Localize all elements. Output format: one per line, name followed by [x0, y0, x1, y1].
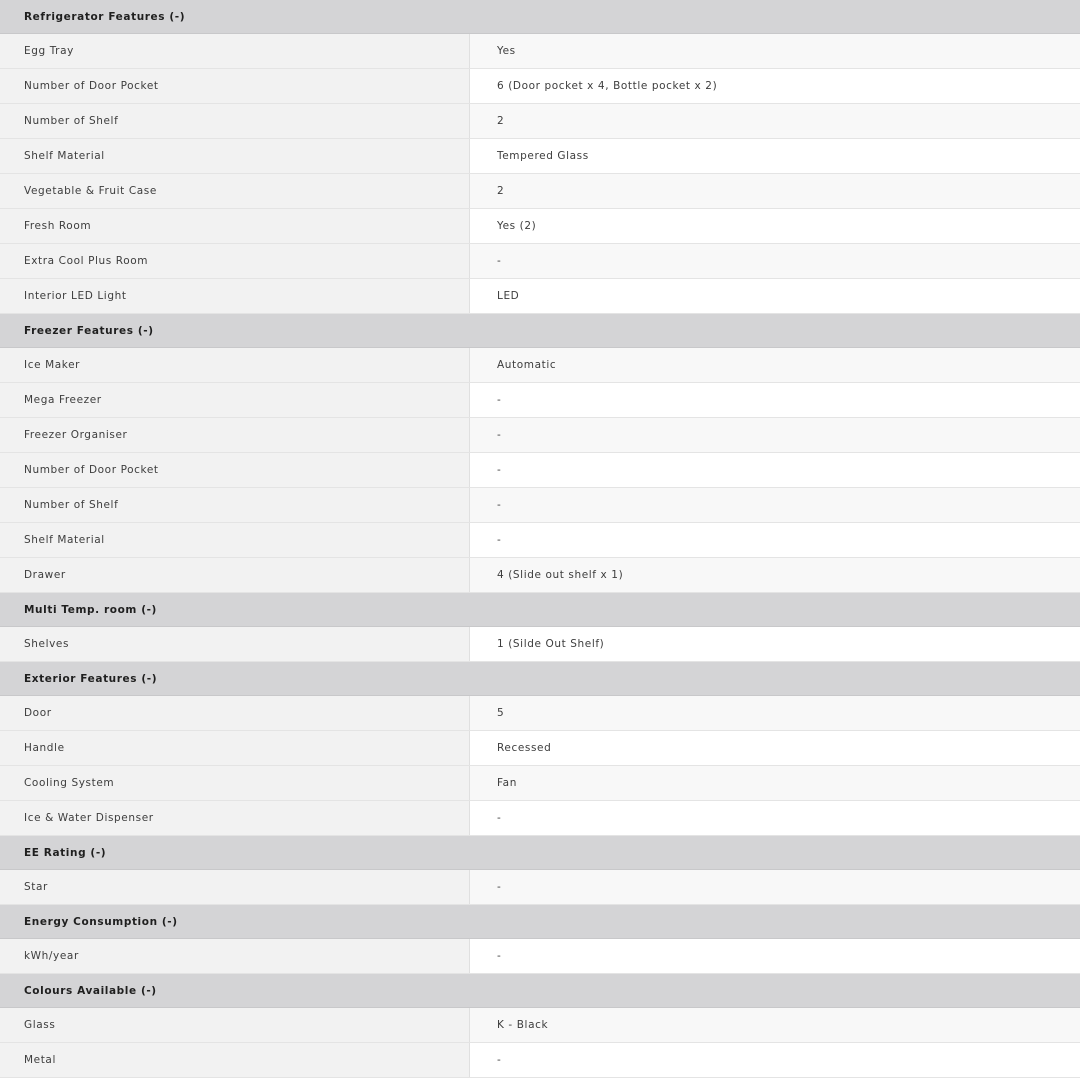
- spec-row: [0, 139, 1080, 174]
- spec-row: [0, 870, 1080, 905]
- spec-row: [0, 731, 1080, 766]
- spec-label: Shelves: [0, 627, 470, 661]
- spec-label: Number of Door Pocket: [0, 453, 470, 487]
- spec-row: [0, 766, 1080, 801]
- spec-row: [0, 244, 1080, 279]
- spec-row: [0, 453, 1080, 488]
- spec-row: [0, 696, 1080, 731]
- spec-row: [0, 69, 1080, 104]
- spec-row: [0, 209, 1080, 244]
- spec-label: Vegetable & Fruit Case: [0, 174, 470, 208]
- spec-label: Cooling System: [0, 766, 470, 800]
- spec-value: Yes: [470, 34, 1080, 68]
- spec-label: Mega Freezer: [0, 383, 470, 417]
- spec-label: Freezer Organiser: [0, 418, 470, 452]
- spec-value: Automatic: [470, 348, 1080, 382]
- spec-value: 1 (Silde Out Shelf): [470, 627, 1080, 661]
- spec-row: [0, 523, 1080, 558]
- section-header[interactable]: Freezer Features (-): [0, 314, 1080, 348]
- spec-value: -: [470, 244, 1080, 278]
- spec-row: [0, 34, 1080, 69]
- spec-label: kWh/year: [0, 939, 470, 973]
- spec-value: K - Black: [470, 1008, 1080, 1042]
- spec-label: Door: [0, 696, 470, 730]
- spec-value: -: [470, 488, 1080, 522]
- spec-value: -: [470, 418, 1080, 452]
- spec-value: 2: [470, 174, 1080, 208]
- spec-row: [0, 104, 1080, 139]
- spec-row: [0, 1043, 1080, 1078]
- spec-row: [0, 1008, 1080, 1043]
- spec-row: [0, 174, 1080, 209]
- spec-value: 2: [470, 104, 1080, 138]
- spec-row: [0, 801, 1080, 836]
- spec-value: Yes (2): [470, 209, 1080, 243]
- spec-value: LED: [470, 279, 1080, 313]
- spec-label: Drawer: [0, 558, 470, 592]
- spec-label: Interior LED Light: [0, 279, 470, 313]
- spec-value: 5: [470, 696, 1080, 730]
- section-header[interactable]: Multi Temp. room (-): [0, 593, 1080, 627]
- spec-value: 6 (Door pocket x 4, Bottle pocket x 2): [470, 69, 1080, 103]
- spec-row: [0, 488, 1080, 523]
- spec-label: Shelf Material: [0, 523, 470, 557]
- section-header[interactable]: EE Rating (-): [0, 836, 1080, 870]
- spec-label: Extra Cool Plus Room: [0, 244, 470, 278]
- spec-value: Recessed: [470, 731, 1080, 765]
- spec-value: -: [470, 870, 1080, 904]
- spec-label: Metal: [0, 1043, 470, 1077]
- spec-value: Fan: [470, 766, 1080, 800]
- spec-label: Star: [0, 870, 470, 904]
- spec-label: Ice Maker: [0, 348, 470, 382]
- section-header[interactable]: Colours Available (-): [0, 974, 1080, 1008]
- spec-value: -: [470, 1043, 1080, 1077]
- spec-row: [0, 348, 1080, 383]
- spec-label: Number of Shelf: [0, 488, 470, 522]
- spec-label: Number of Shelf: [0, 104, 470, 138]
- spec-row: [0, 279, 1080, 314]
- spec-value: -: [470, 523, 1080, 557]
- spec-row: [0, 383, 1080, 418]
- spec-label: Shelf Material: [0, 139, 470, 173]
- spec-label: Ice & Water Dispenser: [0, 801, 470, 835]
- spec-row: [0, 418, 1080, 453]
- section-header[interactable]: Refrigerator Features (-): [0, 0, 1080, 34]
- spec-label: Handle: [0, 731, 470, 765]
- spec-value: -: [470, 453, 1080, 487]
- spec-value: -: [470, 801, 1080, 835]
- spec-row: [0, 558, 1080, 593]
- spec-label: Egg Tray: [0, 34, 470, 68]
- spec-value: -: [470, 383, 1080, 417]
- spec-value: Tempered Glass: [470, 139, 1080, 173]
- spec-label: Fresh Room: [0, 209, 470, 243]
- spec-row: [0, 939, 1080, 974]
- spec-label: Number of Door Pocket: [0, 69, 470, 103]
- spec-row: [0, 627, 1080, 662]
- section-header[interactable]: Energy Consumption (-): [0, 905, 1080, 939]
- spec-value: 4 (Slide out shelf x 1): [470, 558, 1080, 592]
- section-header[interactable]: Exterior Features (-): [0, 662, 1080, 696]
- spec-value: -: [470, 939, 1080, 973]
- spec-label: Glass: [0, 1008, 470, 1042]
